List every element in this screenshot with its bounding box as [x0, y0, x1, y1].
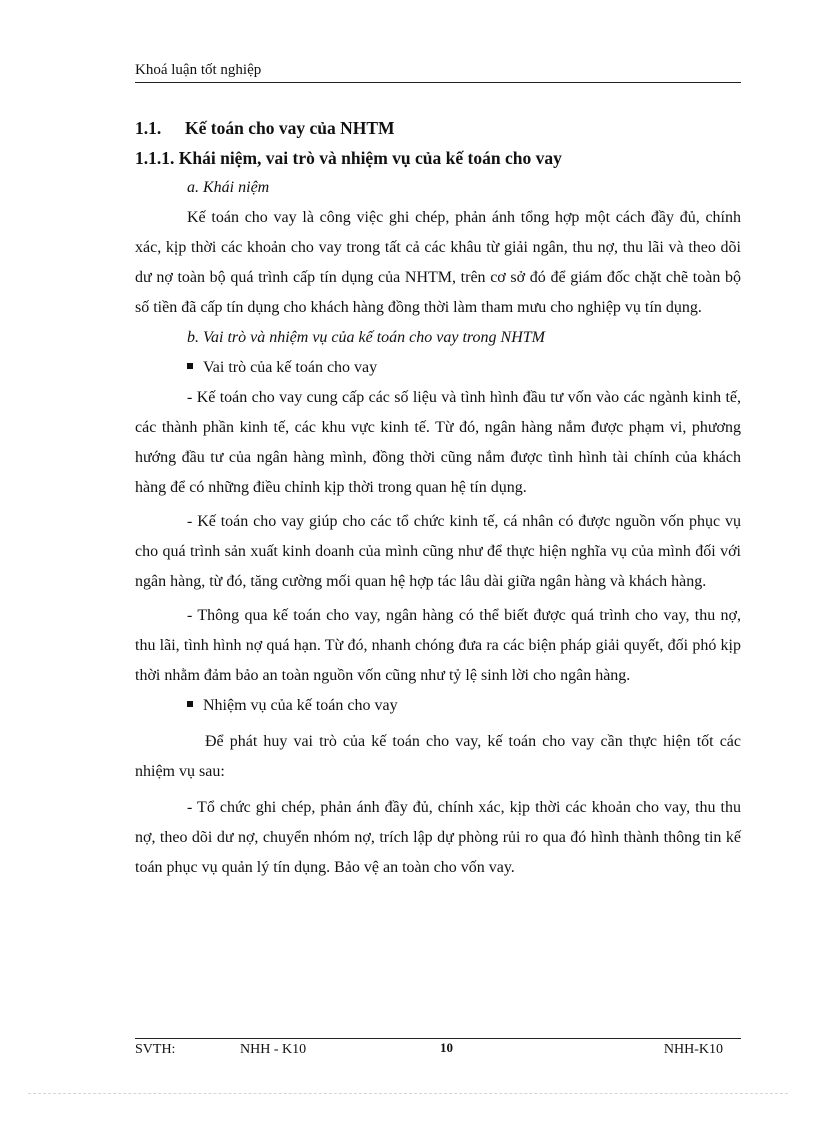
- subsection-title: Khái niệm, vai trò và nhiệm vụ của kế toán cho vay: [178, 148, 562, 168]
- role-item-2: - Kế toán cho vay giúp cho các tổ chức kinh tế, cá nhân có được nguồn vốn phục vụ cho quá trình sản xuất kinh doanh của mình cũng như để thực hiện nghĩa vụ của mình đối với ngân hàng, từ đó, tăng cường mối quan hệ hợp tác lâu dài giữa ngân hàng và khách hàng.: [135, 513, 741, 590]
- duty-item-1: - Tổ chức ghi chép, phản ánh đầy đủ, chính xác, kịp thời các khoản cho vay, thu thu nợ, theo dõi dư nợ, chuyển nhóm nợ, trích lập dự phòng rủi ro qua đó hình thành thông tin kế toán phục vụ quản lý tín dụng. Bảo vệ an toàn cho vốn vay.: [135, 799, 741, 876]
- square-bullet-icon: [187, 363, 193, 369]
- duty-bullet-label: Nhiệm vụ của kế toán cho vay: [203, 697, 398, 714]
- subsection-number: 1.1.1.: [135, 148, 175, 168]
- subsection-heading: [135, 143, 741, 173]
- footer-divider: [135, 1038, 741, 1039]
- section-title: Kế toán cho vay của NHTM: [185, 118, 395, 138]
- part-b-heading: b. Vai trò và nhiệm vụ của kế toán cho vay trong NHTM: [187, 329, 546, 346]
- square-bullet-icon: [187, 701, 193, 707]
- role-item-1: - Kế toán cho vay cung cấp các số liệu và tình hình đầu tư vốn vào các ngành kinh tế, các thành phần kinh tế, các khu vực kinh tế. Từ đó, ngân hàng nắm được phạm vi, phương hướng đầu tư của ngân hàng mình, đồng thời cũng nắm được tình hình tài chính của khách hàng để có những điều chỉnh kịp thời trong quan hệ tín dụng.: [135, 389, 741, 496]
- footer-class-right: NHH-K10: [663, 1042, 723, 1057]
- part-a-heading: a. Khái niệm: [187, 179, 270, 196]
- definition-paragraph: Kế toán cho vay là công việc ghi chép, phản ánh tổng hợp một cách đầy đủ, chính xác, kịp thời các khoản cho vay trong tất cả các khâu từ giải ngân, thu nợ, thu lãi và theo dõi dư nợ toàn bộ quá trình cấp tín dụng của NHTM, trên cơ sở đó để giám đốc chặt chẽ toàn bộ số tiền đã cấp tín dụng cho khách hàng đồng thời làm tham mưu cho nghiệp vụ tín dụng.: [135, 209, 741, 316]
- footer-class-left: NHH - K10: [240, 1042, 307, 1057]
- role-bullet: [135, 353, 741, 383]
- page-header: Khoá luận tốt nghiệp: [135, 62, 262, 78]
- duty-intro: Để phát huy vai trò của kế toán cho vay, kế toán cho vay cần thực hiện tốt các nhiệm vụ sau:: [135, 733, 741, 780]
- footer-svth-label: SVTH:: [135, 1042, 176, 1057]
- role-bullet-label: Vai trò của kế toán cho vay: [203, 359, 378, 376]
- header-divider: [135, 82, 741, 83]
- role-item-3: - Thông qua kế toán cho vay, ngân hàng có thể biết được quá trình cho vay, thu nợ, thu lãi, tình hình nợ quá hạn. Từ đó, nhanh chóng đưa ra các biện pháp giải quyết, đối phó kịp thời nhằm đảm bảo an toàn nguồn vốn cũng như tỷ lệ sinh lời cho ngân hàng.: [135, 607, 741, 684]
- section-number: 1.1.: [135, 118, 162, 138]
- section-heading: [135, 113, 741, 143]
- duty-bullet: [135, 691, 741, 721]
- page-number: 10: [440, 1040, 453, 1055]
- page-edge-divider: [28, 1093, 788, 1094]
- page-body: [135, 113, 741, 883]
